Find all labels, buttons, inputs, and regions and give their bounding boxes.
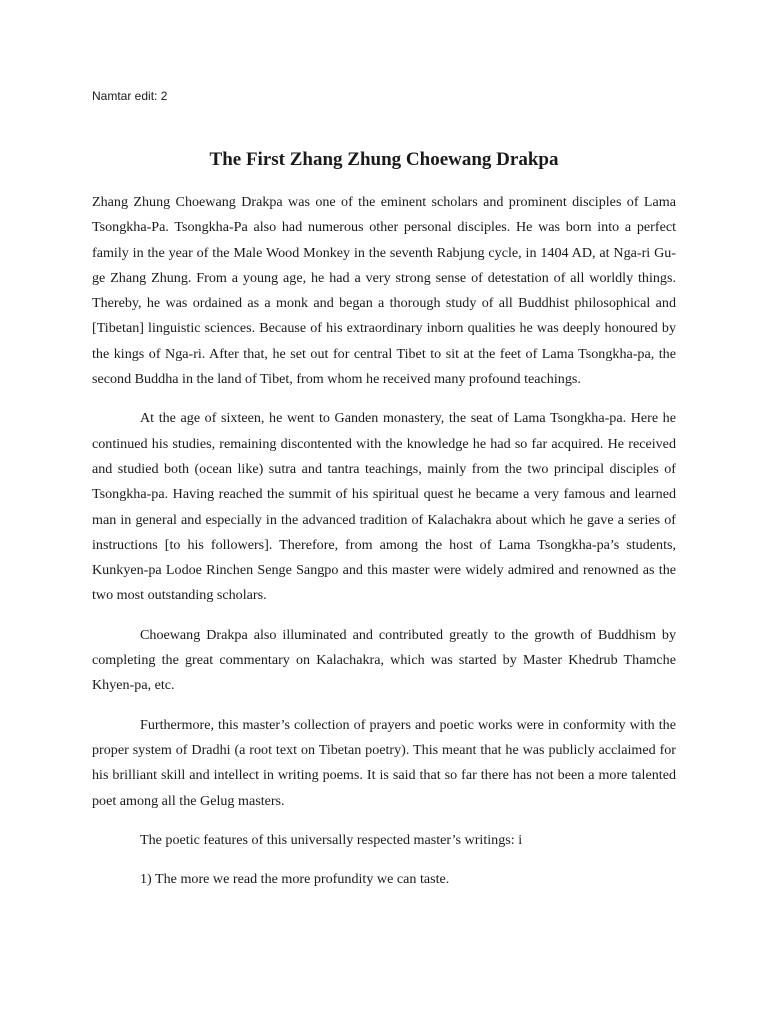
paragraph-intro: Zhang Zhung Choewang Drakpa was one of the eminent scholars and prominent disciples of Lama Tsongkha-Pa. Tsongkha-Pa also had numerous other personal disciples. He was born into a perfect family in the year of the Male Wood Monkey in the seventh Rabjung cycle, in 1404 AD, at Nga-ri Gu-ge Zhang Zhung. From a young age, he had a very strong sense of detestation of all worldly things. Thereby, he was ordained as a monk and began a thorough study of all Buddhist philosophical and [Tibetan] linguistic sciences. Because of his extraordinary inborn qualities he was deeply honoured by the kings of Nga-ri. After that, he set out for central Tibet to sit at the feet of Lama Tsongkha-pa, the second Buddha in the land of Tibet, from whom he received many profound teachings. <box>92 194 676 388</box>
paragraph-kalachakra: Choewang Drakpa also illuminated and contributed greatly to the growth of Buddhism by completing the great commentary on Kalachakra, which was started by Master Khedrub Thamche Khyen-pa, etc. <box>92 626 676 694</box>
paragraph-ganden: At the age of sixteen, he went to Ganden monastery, the seat of Lama Tsongkha-pa. Here he continued his studies, remaining discontented with the knowledge he had so far acquired. He received and studied both (ocean like) sutra and tantra teachings, mainly from the two principal disciples of Tsongkha-pa. Having reached the summit of his spiritual quest he became a very famous and learned man in general and especially in the advanced tradition of Kalachakra about which he gave a series of instructions [to his followers]. Therefore, from among the host of Lama Tsongkha-pa’s students, Kunkyen-pa Lodoe Rinchen Senge Sangpo and this master were widely admired and renowned as the two most outstanding scholars. <box>92 410 676 604</box>
paragraph-poetry: Furthermore, this master’s collection of prayers and poetic works were in conformity with the proper system of Dradhi (a root text on Tibetan poetry). This meant that he was publicly acclaimed for his brilliant skill and intellect in writing poems. It is said that so far there has not been a more talented poet among all the Gelug masters. <box>92 716 676 809</box>
edit-note: Namtar edit: 2 <box>92 89 168 103</box>
document-title: The First Zhang Zhung Choewang Drakpa <box>209 149 559 170</box>
paragraph-poetic-features: The poetic features of this universally respected master’s writings: i <box>140 831 523 848</box>
list-item: 1) The more we read the more profundity we can taste. <box>140 871 450 888</box>
